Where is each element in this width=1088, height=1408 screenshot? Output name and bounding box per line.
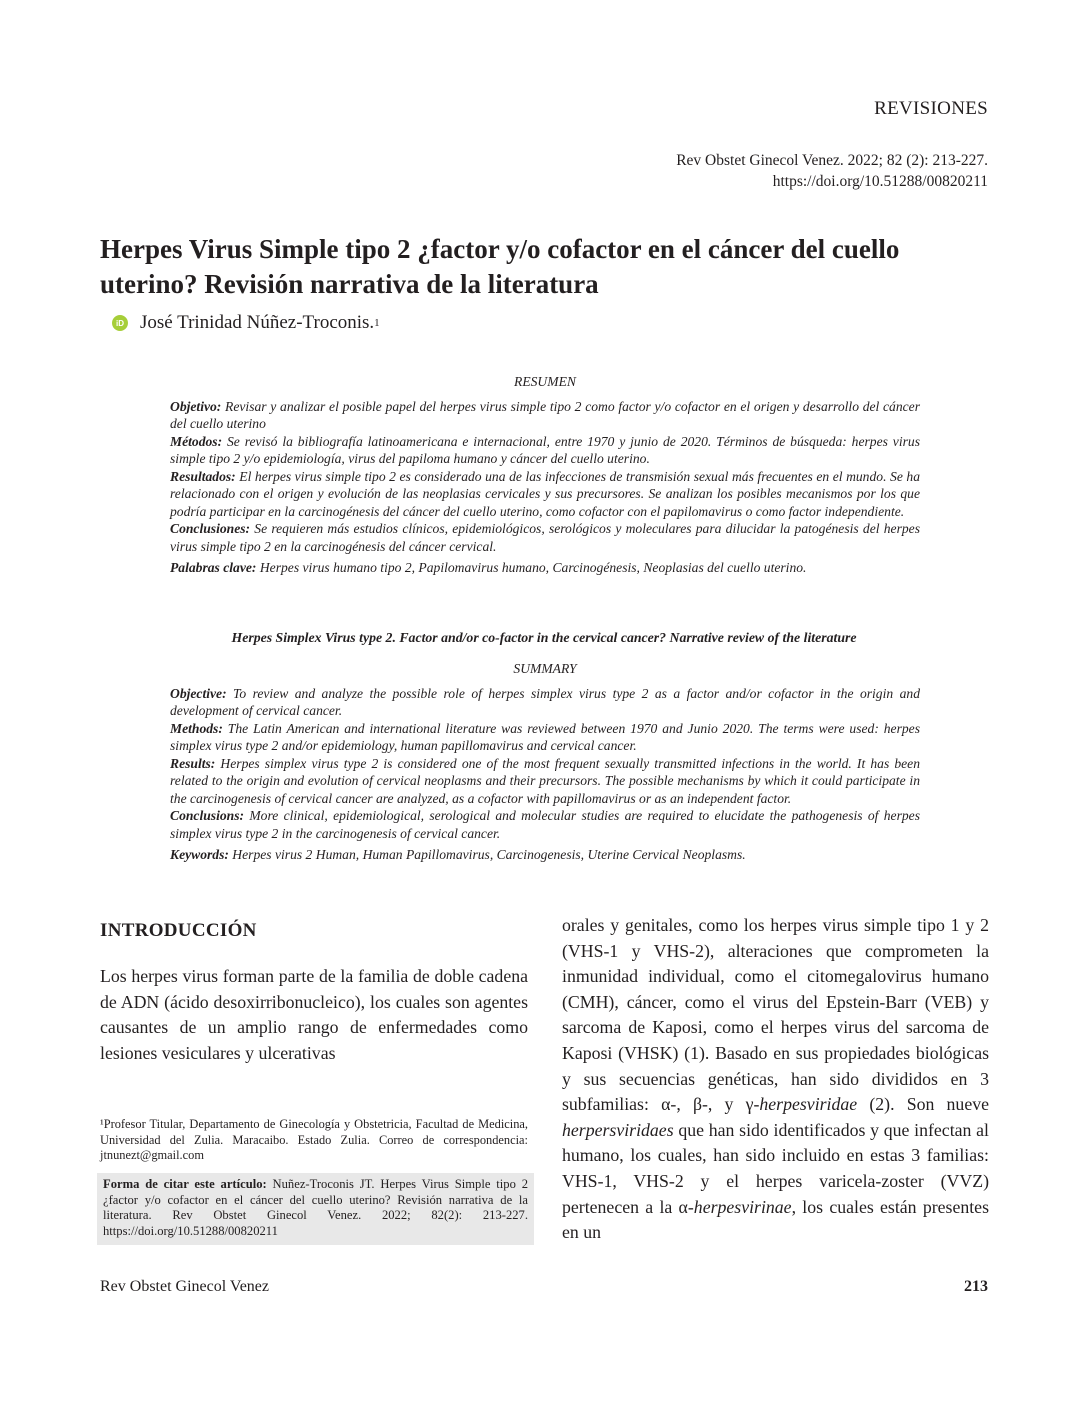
- summary-objective: Objective: To review and analyze the possible role of herpes simplex virus type 2 as a factor and/or cofactor in the origin and development of cervical cancer.: [170, 685, 920, 718]
- resumen-block: [170, 373, 920, 577]
- author-line: [112, 312, 380, 334]
- resumen-conclusiones: Conclusiones: Se requieren más estudios clínicos, epidemiológicos, serológicos y moleculares para dilucidar la patogénesis del herpes virus simple tipo 2 en la carcinogénesis del cáncer cervical.: [170, 521, 920, 554]
- author-affiliation-mark: 1: [374, 317, 380, 329]
- affiliation-footnote: ¹Profesor Titular, Departamento de Ginecología y Obstetricia, Facultad de Medicina, Universidad del Zulia. Maracaibo. Estado Zulia. Correo de correspondencia: jtnunezt@gmail.com: [100, 1117, 528, 1162]
- summary-keywords: Keywords: Herpes virus 2 Human, Human Papillomavirus, Carcinogenesis, Uterine Cervical Neoplasms.: [170, 847, 746, 862]
- page-footer: [100, 1278, 988, 1296]
- english-title: Herpes Simplex Virus type 2. Factor and/or co-factor in the cervical cancer? Narrative review of the literature: [231, 630, 857, 645]
- footer-journal: Rev Obstet Ginecol Venez: [100, 1278, 269, 1295]
- resumen-metodos: Métodos: Se revisó la bibliografía latinoamericana e internacional, entre 1970 y junio de 2020. Términos de búsqueda: herpes virus simple tipo 2 y/o epidemiología, virus del papiloma humano y cáncer del cuello uterino.: [170, 433, 920, 466]
- article-title: Herpes Virus Simple tipo 2 ¿factor y/o cofactor en el cáncer del cuello uterino? Revisión narrativa de la literatura: [100, 234, 900, 299]
- intro-paragraph-right: orales y genitales, como los herpes virus simple tipo 1 y 2 (VHS-1 y VHS-2), alteraciones que comprometen la inmunidad individual, como el citomegalovirus humano (CMH), cáncer, como el virus del Epstein-Barr (VEB) y sarcoma de Kaposi, como el herpes virus del sarcoma de Kaposi (VHSK) (1). Basado en sus propiedades biológicas y sus secuencias genéticas, han sido divididos en 3 subfamilias: α-, β-, y γ-herpesviridae (2). Son nueve herpersviridaes que han sido identificados y que infectan al humano, los cuales, han sido incluido en estas 3 familias: VHS-1, VHS-2 y el herpes varicela-zoster (VVZ) pertenecen a la α-herpesvirinae, los cuales están presentes en un: [562, 915, 989, 1243]
- section-label: REVISIONES: [874, 98, 988, 119]
- summary-methods: Methods: The Latin American and international literature was reviewed between 1970 and Junio 2020. The terms were used: herpes simplex virus type 2 and/or epidemiology, human papillomavirus and cervical cancer.: [170, 720, 920, 753]
- resumen-resultados: Resultados: El herpes virus simple tipo 2 es considerado una de las infecciones de transmisión sexual más frecuentes en el mundo. Se ha relacionado con el origen y evolución de las neoplasias cervicales y sus precursores. Se analizan los posibles mecanismos por los que podría participar en la carcinogénesis del cáncer del cuello uterino, como cofactor con el papilomavirus o como factor independiente.: [170, 468, 920, 519]
- summary-results: Results: Herpes simplex virus type 2 is considered one of the most frequent sexually transmitted infections in the world. It has been related to the origin and evolution of cervical neoplasms and their precursors. The possible mechanisms by which it could participate in the carcinogenesis of cervical cancer are analyzed, as a cofactor with papillomavirus or as an independent factor.: [170, 755, 920, 806]
- intro-heading: INTRODUCCIÓN: [100, 920, 257, 941]
- page-number: 213: [964, 1278, 988, 1295]
- summary-heading: SUMMARY: [513, 661, 577, 676]
- how-to-cite-box: [97, 1173, 534, 1245]
- doi-link[interactable]: https://doi.org/10.51288/00820211: [772, 173, 988, 190]
- citation-volume: Rev Obstet Ginecol Venez. 2022; 82 (2): 213-227.: [676, 152, 988, 169]
- cite-text: Nuñez-Troconis JT. Herpes Virus Simple tipo 2 ¿factor y/o cofactor en el cáncer del cuello uterino? Revisión narrativa de la literatura. Rev Obstet Ginecol Venez. 2022; 82(2): 213-227. https://doi.org/10.51288/00820211: [103, 1177, 528, 1238]
- cite-label: Forma de citar este artículo:: [103, 1177, 267, 1191]
- author-name: José Trinidad Núñez-Troconis.: [140, 312, 375, 333]
- journal-citation: [676, 150, 988, 192]
- intro-paragraph-left: Los herpes virus forman parte de la familia de doble cadena de ADN (ácido desoxirribonucleico), los cuales son agentes causantes de un amplio rango de enfermedades como lesiones vesiculares y ulcerativas: [100, 966, 528, 1063]
- orcid-icon[interactable]: iD: [112, 315, 128, 331]
- resumen-objetivo: Objetivo: Revisar y analizar el posible papel del herpes virus simple tipo 2 como factor y/o cofactor en el origen y desarrollo del cáncer del cuello uterino: [170, 398, 920, 431]
- summary-block: [170, 660, 920, 864]
- resumen-heading: RESUMEN: [514, 374, 576, 389]
- summary-conclusions: Conclusions: More clinical, epidemiological, serological and molecular studies are required to elucidate the pathogenesis of herpes simplex virus type 2 in the carcinogenesis of cervical cancer.: [170, 808, 920, 841]
- resumen-palabras-clave: Palabras clave: Herpes virus humano tipo 2, Papilomavirus humano, Carcinogénesis, Neoplasias del cuello uterino.: [170, 560, 807, 575]
